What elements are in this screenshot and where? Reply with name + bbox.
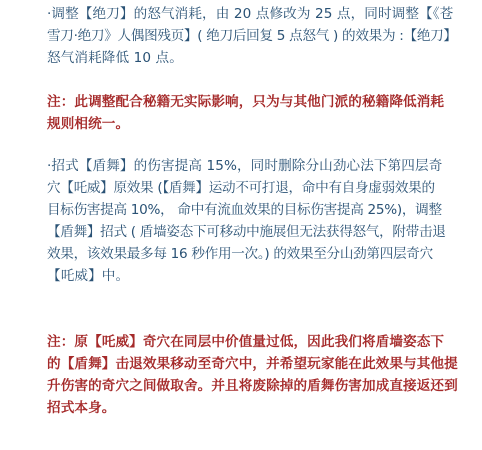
paragraph-line: 的【盾舞】击退效果移动至奇穴中，并希望玩家能在此效果与其他提 [47,356,458,372]
paragraph-line: ·招式【盾舞】的伤害提高 15%，同时删除分山劲心法下第四层奇 [47,158,443,174]
dun-wu-change-paragraph [47,156,467,288]
paragraph-line: 招式本身。 [47,400,116,416]
jue-dao-change-paragraph [47,4,467,70]
paragraph-line: 雪刀·绝刀》人偶图残页】( 绝刀后回复 5 点怒气 ) 的效果为 :【绝刀】 [47,28,457,44]
paragraph-line: 效果，该效果最多每 16 秒作用一次。) 的效果至分山劲第四层奇穴 [47,246,433,262]
paragraph-line: 目标伤害提高 10%， 命中有流血效果的目标伤害提高 25%)，调整 [47,202,442,218]
paragraph-line: ·调整【绝刀】的怒气消耗，由 20 点修改为 25 点，同时调整【《苍 [47,6,454,22]
paragraph-line: 【吒威】中。 [47,268,130,284]
jue-dao-note-paragraph [47,92,467,136]
paragraph-line: 升伤害的奇穴之间做取舍。并且将废除掉的盾舞伤害加成直接返还到 [47,378,458,394]
dun-wu-note-paragraph [47,332,467,420]
paragraph-line: 注：原【吒威】奇穴在同层中价值量过低，因此我们将盾墙姿态下 [47,334,445,350]
paragraph-line: 穴【吒威】原效果 (【盾舞】运动不可打退，命中有自身虚弱效果的 [47,180,435,196]
paragraph-line: 怒气消耗降低 10 点。 [47,50,183,66]
paragraph-line: 注：此调整配合秘籍无实际影响，只为与其他门派的秘籍降低消耗 [47,94,445,110]
paragraph-line: 规则相统一。 [47,116,130,132]
paragraph-line: 【盾舞】招式 ( 盾墙姿态下可移动中施展但无法获得怒气，附带击退 [47,224,446,240]
